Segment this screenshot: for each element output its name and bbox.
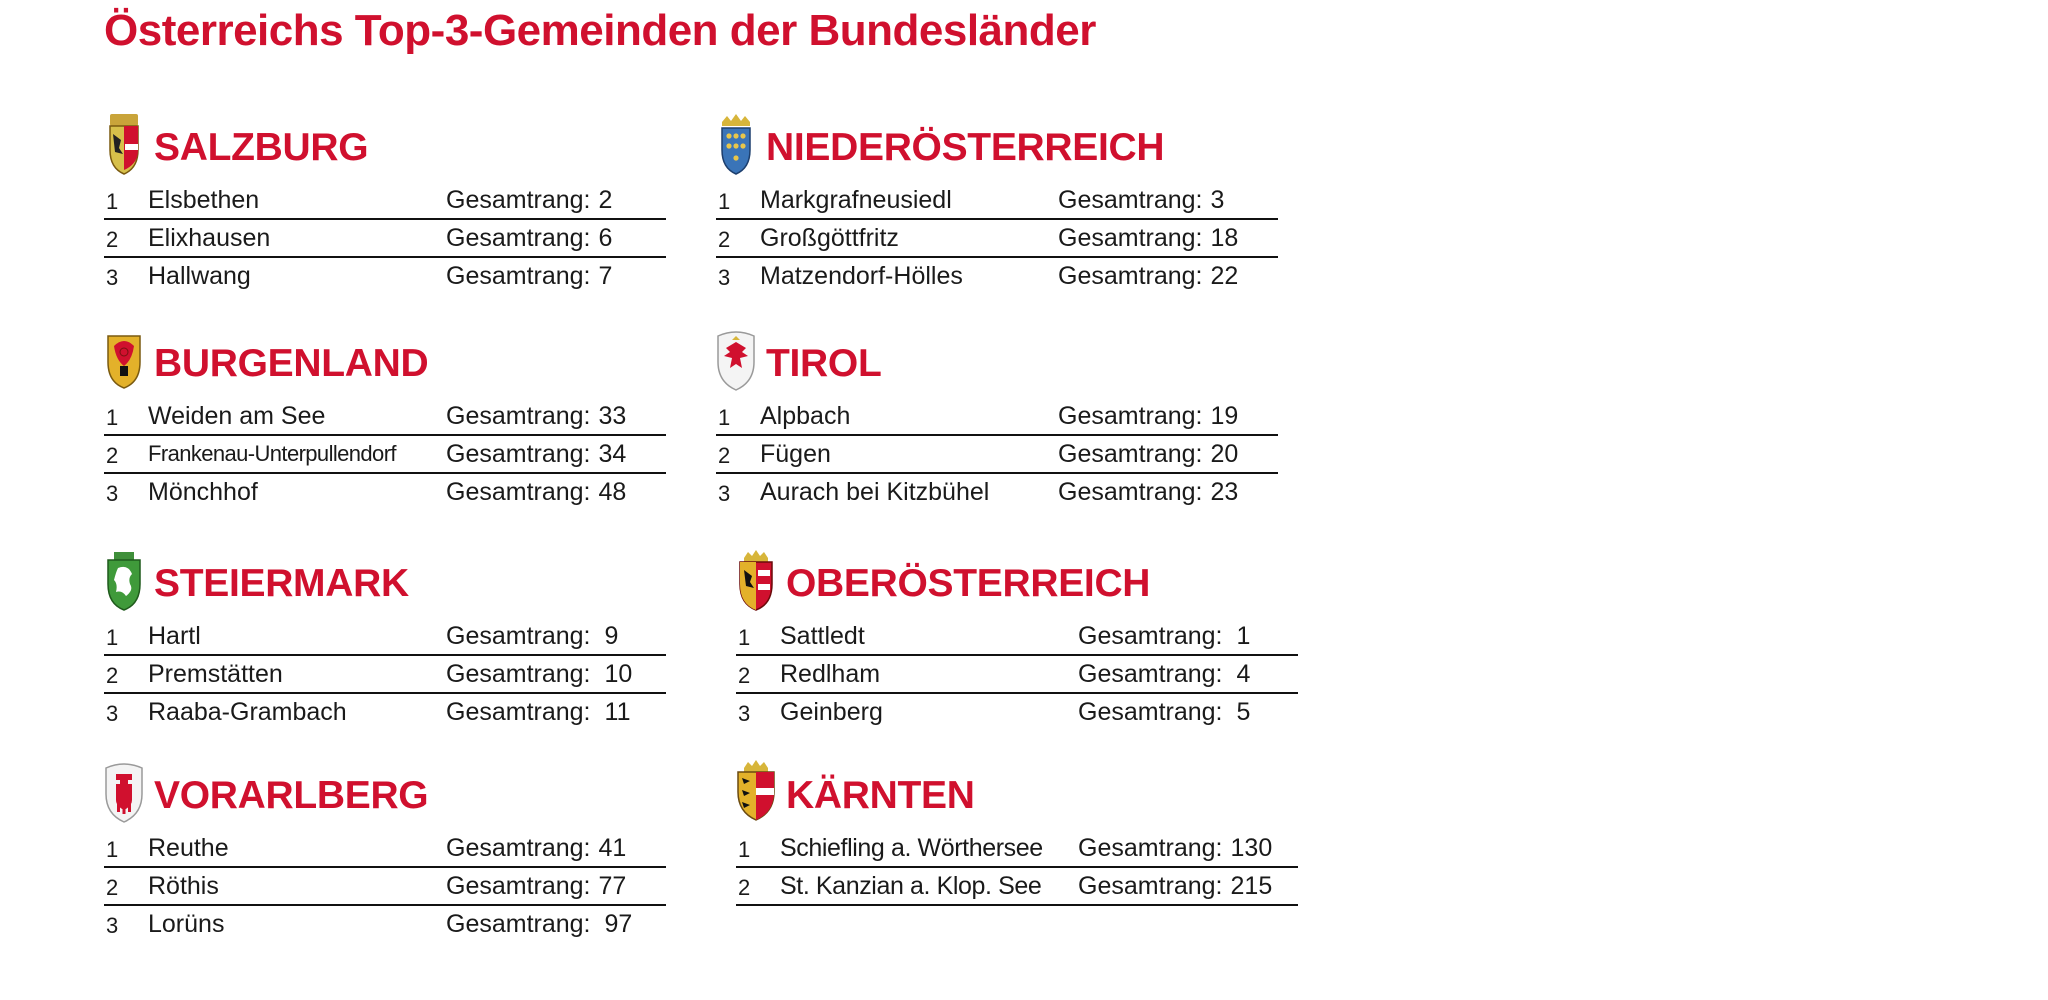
overall-rank: [446, 906, 632, 942]
overall-rank: [1058, 258, 1238, 294]
rank-value: 6: [598, 224, 613, 252]
row-position: 1: [738, 837, 751, 862]
overall-rank: [1058, 436, 1238, 472]
rank-value: 48: [598, 478, 627, 506]
municipality-name: Elsbethen: [148, 186, 260, 214]
row-position: 3: [106, 913, 119, 938]
tirol-crest-icon: [716, 328, 756, 394]
row-position: 1: [106, 189, 119, 214]
list-item: [104, 258, 666, 294]
list-item: [716, 474, 1278, 510]
row-position: 3: [738, 701, 751, 726]
overall-rank: [1078, 830, 1272, 866]
row-position: 1: [106, 625, 119, 650]
rank-value: 97: [604, 910, 633, 938]
overall-rank: [446, 694, 630, 730]
overall-rank: [1078, 656, 1250, 692]
ranking-list: [104, 182, 666, 294]
list-item: [104, 618, 666, 656]
rank-value: 23: [1210, 478, 1239, 506]
rank-value: 2: [598, 186, 613, 214]
overall-rank: [1058, 398, 1238, 434]
rank-value: 33: [598, 402, 627, 430]
municipality-name: Hartl: [148, 622, 201, 650]
rank-label: Gesamtrang:: [446, 834, 591, 862]
state-name: STEIERMARK: [154, 562, 409, 605]
rank-label: Gesamtrang:: [1058, 402, 1203, 430]
state-name: BURGENLAND: [154, 342, 429, 385]
ranking-list: [716, 398, 1278, 510]
list-item: [104, 398, 666, 436]
row-position: 2: [106, 443, 119, 468]
list-item: [736, 656, 1298, 694]
rank-value: 4: [1236, 660, 1251, 688]
overall-rank: [446, 436, 626, 472]
rank-label: Gesamtrang:: [1078, 660, 1223, 688]
steiermark-crest-icon: [104, 548, 144, 614]
salzburg-crest-icon: [104, 112, 144, 178]
ranking-list: [716, 182, 1278, 294]
list-item: [104, 906, 666, 942]
list-item: [716, 258, 1278, 294]
municipality-name: Matzendorf-Hölles: [760, 262, 963, 290]
overall-rank: [446, 220, 612, 256]
state-name: NIEDERÖSTERREICH: [766, 126, 1165, 169]
list-item: [104, 694, 666, 730]
ranking-list: [736, 830, 1298, 906]
overall-rank: [446, 258, 612, 294]
rank-value: 41: [598, 834, 627, 862]
row-position: 2: [718, 443, 731, 468]
burgenland-crest-icon: [104, 328, 144, 394]
overall-rank: [446, 618, 618, 654]
list-item: [104, 220, 666, 258]
list-item: [104, 436, 666, 474]
state-name: VORARLBERG: [154, 774, 429, 817]
row-position: 3: [718, 265, 731, 290]
municipality-name: Mönchhof: [148, 478, 258, 506]
municipality-name: Reuthe: [148, 834, 229, 862]
list-item: [104, 830, 666, 868]
municipality-name: Röthis: [148, 872, 219, 900]
niederoesterreich-crest-icon: [716, 112, 756, 178]
vorarlberg-crest-icon: [104, 760, 144, 826]
municipality-name: Frankenau-Unterpullendorf: [148, 441, 396, 466]
overall-rank: [1078, 618, 1250, 654]
row-position: 2: [106, 663, 119, 688]
rank-label: Gesamtrang:: [446, 872, 591, 900]
row-position: 2: [106, 227, 119, 252]
rank-value: 7: [598, 262, 613, 290]
rank-label: Gesamtrang:: [446, 698, 591, 726]
overall-rank: [1078, 694, 1250, 730]
row-position: 3: [106, 481, 119, 506]
row-position: 2: [718, 227, 731, 252]
rank-label: Gesamtrang:: [446, 440, 591, 468]
rank-value: 20: [1210, 440, 1239, 468]
overall-rank: [446, 474, 626, 510]
list-item: [104, 182, 666, 220]
overall-rank: [446, 656, 632, 692]
oberoesterreich-crest-icon: [736, 548, 776, 614]
rank-label: Gesamtrang:: [446, 478, 591, 506]
rank-label: Gesamtrang:: [446, 224, 591, 252]
list-item: [736, 618, 1298, 656]
list-item: [716, 182, 1278, 220]
rank-value: 9: [604, 622, 619, 650]
overall-rank: [446, 182, 612, 218]
rank-label: Gesamtrang:: [1058, 440, 1203, 468]
ranking-list: [104, 398, 666, 510]
rank-label: Gesamtrang:: [446, 660, 591, 688]
list-item: [716, 220, 1278, 258]
municipality-name: Lorüns: [148, 910, 225, 938]
municipality-name: Geinberg: [780, 698, 883, 726]
rank-label: Gesamtrang:: [1058, 262, 1203, 290]
list-item: [736, 694, 1298, 730]
list-item: [736, 868, 1298, 906]
rank-value: 1: [1236, 622, 1251, 650]
municipality-name: Großgöttfritz: [760, 224, 899, 252]
row-position: 3: [106, 265, 119, 290]
state-name: TIROL: [766, 342, 882, 385]
list-item: [736, 830, 1298, 868]
row-position: 1: [106, 837, 119, 862]
rank-value: 5: [1236, 698, 1251, 726]
overall-rank: [446, 868, 626, 904]
municipality-name: Markgrafneusiedl: [760, 186, 952, 214]
municipality-name: Aurach bei Kitzbühel: [760, 478, 990, 506]
row-position: 2: [106, 875, 119, 900]
rank-value: 215: [1230, 872, 1273, 900]
rank-label: Gesamtrang:: [1058, 478, 1203, 506]
list-item: [104, 656, 666, 694]
rank-label: Gesamtrang:: [446, 186, 591, 214]
rank-label: Gesamtrang:: [1058, 186, 1203, 214]
overall-rank: [1058, 474, 1238, 510]
overall-rank: [1058, 182, 1224, 218]
municipality-name: Elixhausen: [148, 224, 271, 252]
municipality-name: St. Kanzian a. Klop. See: [780, 872, 1042, 900]
list-item: [716, 398, 1278, 436]
rank-value: 130: [1230, 834, 1273, 862]
row-position: 1: [718, 405, 731, 430]
municipality-name: Weiden am See: [148, 402, 326, 430]
row-position: 2: [738, 663, 751, 688]
row-position: 1: [718, 189, 731, 214]
list-item: [104, 474, 666, 510]
overall-rank: [1058, 220, 1238, 256]
rank-label: Gesamtrang:: [1078, 622, 1223, 650]
municipality-name: Sattledt: [780, 622, 865, 650]
kaernten-crest-icon: [736, 760, 776, 826]
rank-label: Gesamtrang:: [446, 910, 591, 938]
state-name: KÄRNTEN: [786, 774, 975, 817]
ranking-list: [104, 830, 666, 942]
page-title: Österreichs Top-3-Gemeinden der Bundesländer: [104, 6, 1096, 55]
rank-label: Gesamtrang:: [1078, 834, 1223, 862]
rank-label: Gesamtrang:: [1078, 872, 1223, 900]
municipality-name: Premstätten: [148, 660, 283, 688]
municipality-name: Alpbach: [760, 402, 851, 430]
rank-value: 22: [1210, 262, 1239, 290]
rank-label: Gesamtrang:: [446, 262, 591, 290]
municipality-name: Fügen: [760, 440, 831, 468]
rank-value: 19: [1210, 402, 1239, 430]
municipality-name: Raaba-Grambach: [148, 698, 347, 726]
row-position: 2: [738, 875, 751, 900]
rank-value: 18: [1210, 224, 1239, 252]
overall-rank: [446, 830, 626, 866]
municipality-name: Redlham: [780, 660, 881, 688]
state-name: OBERÖSTERREICH: [786, 562, 1151, 605]
state-name: SALZBURG: [154, 126, 369, 169]
overall-rank: [1078, 868, 1272, 904]
list-item: [716, 436, 1278, 474]
row-position: 3: [718, 481, 731, 506]
ranking-list: [104, 618, 666, 730]
rank-value: 34: [598, 440, 627, 468]
row-position: 1: [106, 405, 119, 430]
row-position: 3: [106, 701, 119, 726]
rank-value: 3: [1210, 186, 1225, 214]
municipality-name: Hallwang: [148, 262, 251, 290]
list-item: [104, 868, 666, 906]
rank-value: 11: [604, 698, 631, 726]
ranking-list: [736, 618, 1298, 730]
rank-label: Gesamtrang:: [446, 622, 591, 650]
row-position: 1: [738, 625, 751, 650]
rank-label: Gesamtrang:: [1078, 698, 1223, 726]
rank-label: Gesamtrang:: [446, 402, 591, 430]
overall-rank: [446, 398, 626, 434]
rank-value: 10: [604, 660, 633, 688]
municipality-name: Schiefling a. Wörthersee: [780, 834, 1043, 862]
rank-value: 77: [598, 872, 627, 900]
rank-label: Gesamtrang:: [1058, 224, 1203, 252]
